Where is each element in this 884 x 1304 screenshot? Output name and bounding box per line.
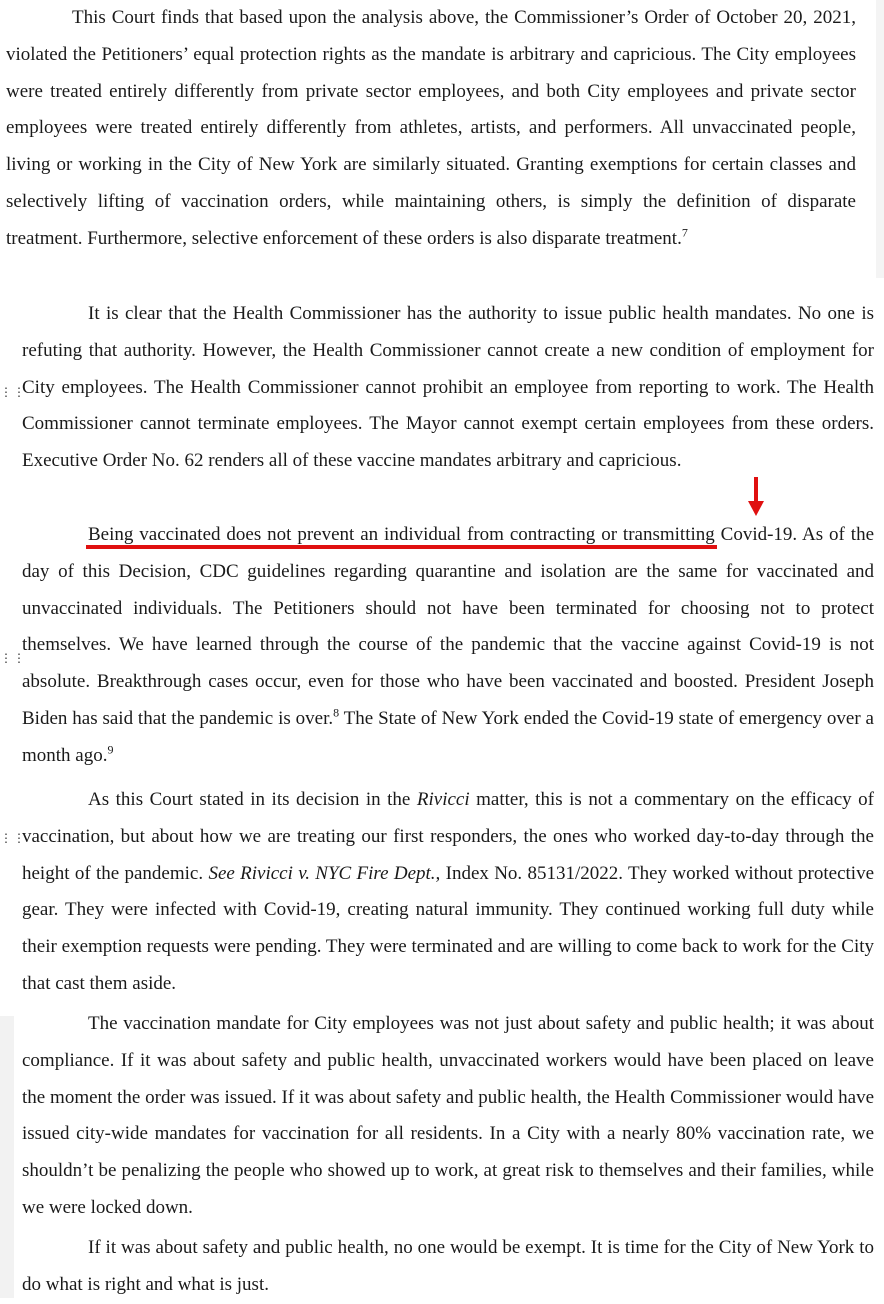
paragraph-vaccination-transmission: [22, 517, 874, 775]
scan-edge-shadow: [876, 0, 884, 278]
paragraph-text: Index No. 85131/2022. They worked without protective gear. They were infected with Covid-19, creating natural immunity. They continued working full duty while their exemption requests were pending. They were terminated and are willing to come back to work for the City that cast them aside.: [22, 862, 875, 994]
paragraph-health-commissioner: [22, 296, 874, 480]
paragraph-conclusion: [22, 1230, 874, 1304]
paragraph-equal-protection: [6, 0, 856, 258]
paragraph-text: The State of New York ended the Covid-19 state of emergency over a month ago.: [22, 707, 874, 766]
paragraph-text: matter, this is not a commentary on the efficacy of vaccination, but about how we are treating our first responders, the ones who worked day-to-day through the height of the pandemic.: [22, 789, 874, 884]
scan-artifact-dots: ⋮⋮: [0, 385, 26, 399]
footnote-ref: 8: [333, 705, 340, 720]
case-name: Rivicci: [416, 789, 470, 810]
paragraph-text: As this Court stated in its decision in the: [88, 789, 417, 810]
paragraph-text: It is clear that the Health Commissioner has the authority to issue public health mandates. No one is refuting that authority. However, the Health Commissioner cannot create a new condition of employment for City employees. The Health Commissioner cannot prohibit an employee from reporting to work. The Health Commissioner cannot terminate employees. The Mayor cannot exempt certain employees from these orders. Executive Order No. 62 renders all of these vaccine mandates arbitrary and capricious.: [22, 303, 874, 472]
highlighted-sentence: Being vaccinated does not prevent an individual from contracting or transmitting: [88, 524, 715, 545]
footnote-ref: 7: [681, 225, 688, 240]
paragraph-first-responders: [22, 782, 874, 1003]
paragraph-text: This Court finds that based upon the analysis above, the Commissioner’s Order of October 20, 2021, violated the Petitioners’ equal protection rights as the mandate is arbitrary and capricious. The City employees were treated entirely differently from private sector employees, and both City employees and private sector employees were treated entirely differently from athletes, artists, and performers. All unvaccinated people, living or working in the City of New York are similarly situated. Granting exemptions for certain classes and selectively lifting of vaccination orders, while maintaining others, is simply the definition of disparate treatment. Furthermore, selective enforcement of these orders is also disparate treatment.: [6, 7, 856, 249]
case-citation: See Rivicci v. NYC Fire Dept.,: [208, 862, 441, 884]
paragraph-text: The vaccination mandate for City employees was not just about safety and public health; it was about compliance. If it was about safety and public health, unvaccinated workers would have been placed on leave the moment the order was issued. If it was about safety and public health, the Health Commissioner would have issued city-wide mandates for vaccination for all residents. In a City with a nearly 80% vaccination rate, we shouldn’t be penalizing the people who showed up to work, at great risk to themselves and their families, while we were locked down.: [22, 1013, 874, 1218]
down-arrow-icon: [748, 477, 764, 517]
paragraph-compliance: [22, 1006, 874, 1227]
scan-artifact-dots: ⋮⋮: [0, 651, 26, 665]
footnote-ref: 9: [107, 742, 114, 757]
scan-edge-shadow: [0, 1016, 14, 1298]
paragraph-text: If it was about safety and public health, no one would be exempt. It is time for the City of New York to do what is right and what is just.: [22, 1237, 874, 1295]
scan-artifact-dots: ⋮⋮: [0, 831, 26, 845]
paragraph-text: Covid-19. As of the day of this Decision, CDC guidelines regarding quarantine and isolation are the same for vaccinated and unvaccinated individuals. The Petitioners should not have been terminated for choosing not to protect themselves. We have learned through the course of the pandemic that the vaccine against Covid-19 is not absolute. Breakthrough cases occur, even for those who have been vaccinated and boosted. President Joseph Biden has said that the pandemic is over.: [22, 524, 874, 729]
